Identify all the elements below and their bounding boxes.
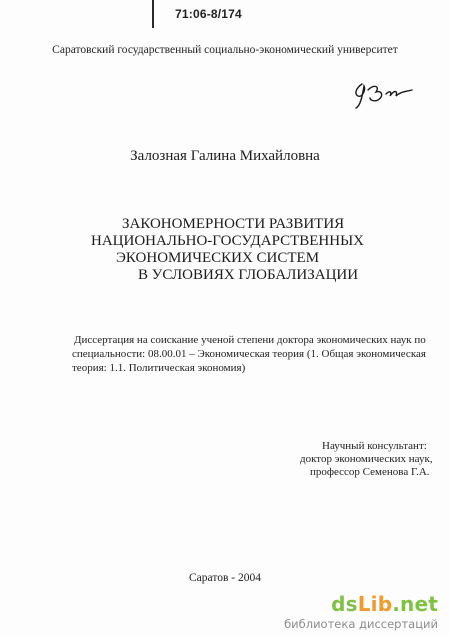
description-line: Диссертация на соискание ученой степени доктора экономических наук по [74,334,426,346]
library-code: 71:06-8/174 [175,7,242,21]
title-line: В УСЛОВИЯХ ГЛОБАЛИЗАЦИИ [138,267,359,283]
title-line: НАЦИОНАЛЬНО-ГОСУДАРСТВЕННЫХ [91,233,365,249]
title-line: ЗАКОНОМЕРНОСТИ РАЗВИТИЯ [122,216,345,232]
consultant-line: профессор Семенова Г.А. [310,466,430,478]
city-year: Саратов - 2004 [189,572,261,584]
consultant-line: Научный консультант: [322,440,427,452]
dslib-watermark[interactable] [274,592,450,635]
dissertation-title [0,216,450,284]
university-name: Саратовский государственный социально-экономический университет [52,44,398,56]
logo-lib: Lib [357,592,393,616]
consultant-line: доктор экономических наук, [300,453,433,465]
dissertation-description [72,333,442,375]
handwritten-signature [348,78,418,110]
title-line: ЭКОНОМИЧЕСКИХ СИСТЕМ [116,250,320,266]
description-line: теория: 1.1. Политическая экономия) [72,362,246,374]
scientific-consultant [298,440,448,479]
logo-ds: ds [331,592,358,616]
watermark-tagline: библиотека диссертаций [284,617,438,631]
author-name: Залозная Галина Михайловна [130,148,320,164]
logo-net: .net [392,592,438,616]
binding-mark [152,0,154,28]
watermark-logo [331,592,438,616]
description-line: специальности: 08.00.01 – Экономическая теория (1. Общая экономическая [72,348,426,360]
